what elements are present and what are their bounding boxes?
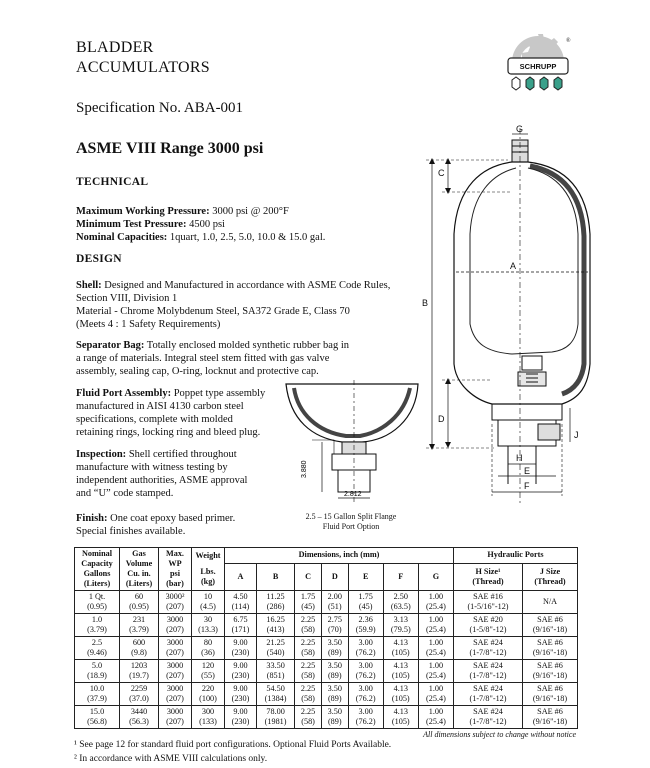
table-cell: 300 (133) [192, 706, 225, 729]
bag-text: Totally enclosed molded synthetic rubber bag in [144, 340, 349, 351]
dim-label-f: F [524, 481, 530, 491]
table-cell: 1.75 (45) [295, 591, 322, 614]
table-cell: 2.75 (70) [321, 614, 348, 637]
shell-block [76, 279, 416, 331]
table-cell: 3.00 (76.2) [348, 706, 383, 729]
finish-text: One coat epoxy based primer. [107, 513, 236, 524]
logo-brand-text: SCHRUPP [519, 62, 557, 71]
col-weight-unit: Lbs. (kg) [192, 563, 225, 590]
table-cell: 4.13 (105) [383, 637, 418, 660]
col-nominal: Nominal Capacity Gallons (Liters) [75, 548, 120, 591]
table-cell: 11.25 (286) [256, 591, 294, 614]
table-cell: SAE #6 (9/16"-18) [523, 637, 578, 660]
table-cell: 21.25 (540) [256, 637, 294, 660]
table-row [75, 660, 578, 683]
col-weight: Weight [192, 548, 225, 564]
table-cell: 4.13 (105) [383, 706, 418, 729]
table-row [75, 706, 578, 729]
insp-text: Shell certified throughout [126, 449, 237, 460]
table-cell: 1.0 (3.79) [75, 614, 120, 637]
table-cell: 3.50 (89) [321, 637, 348, 660]
finish-block [76, 512, 276, 538]
table-cell: 2.00 (51) [321, 591, 348, 614]
table-cell: 1 Qt. (0.95) [75, 591, 120, 614]
col-e: E [348, 563, 383, 590]
table-cell: 9.00 (230) [225, 660, 257, 683]
footnote-2-text: In accordance with ASME VIII calculations only. [76, 754, 268, 764]
table-cell: 2.25 (58) [295, 706, 322, 729]
min-test-line [76, 218, 406, 231]
footnote-2 [74, 754, 267, 764]
table-cell: 16.25 (413) [256, 614, 294, 637]
table-cell: 1.00 (25.4) [418, 614, 453, 637]
table-cell: 3.50 (89) [321, 660, 348, 683]
dim-label-h: H [516, 453, 523, 463]
table-cell: 3.50 (89) [321, 683, 348, 706]
table-cell: 2.25 (58) [295, 660, 322, 683]
col-j-size: J Size (Thread) [523, 563, 578, 590]
table-cell: 9.00 (230) [225, 683, 257, 706]
bag-label: Separator Bag: [76, 340, 145, 351]
table-cell: 78.00 (1981) [256, 706, 294, 729]
port-text: retaining rings, locking ring and bleed plug. [76, 427, 261, 438]
table-cell: 1.00 (25.4) [418, 591, 453, 614]
table-cell: 3.13 (79.5) [383, 614, 418, 637]
col-g: G [418, 563, 453, 590]
table-cell: 3.00 (76.2) [348, 683, 383, 706]
dim-label-d: D [438, 414, 445, 424]
table-cell: 600 (9.8) [120, 637, 159, 660]
shell-text: Section VIII, Division 1 [76, 293, 178, 304]
insp-text: manufacture with witness testing by [76, 462, 228, 473]
table-cell: 1.75 (45) [348, 591, 383, 614]
shell-text: Designed and Manufactured in accordance with ASME Code Rules, [101, 280, 391, 291]
table-cell: 2.5 (9.46) [75, 637, 120, 660]
footnote-1-text: See page 12 for standard fluid port configurations. Optional Fluid Ports Available. [76, 740, 392, 750]
table-cell: 15.0 (56.8) [75, 706, 120, 729]
max-pressure-value: 3000 psi @ 200°F [209, 206, 289, 217]
table-cell: 10.0 (37.9) [75, 683, 120, 706]
split-flange-drawing [282, 380, 424, 508]
col-h-size: H Size¹ (Thread) [454, 563, 523, 590]
caption-line-1: 2.5 – 15 Gallon Split Flange [305, 512, 397, 521]
table-cell: SAE #24 (1-7/8"-12) [454, 637, 523, 660]
shell-label: Shell: [76, 280, 102, 291]
footnote-1 [74, 740, 391, 750]
insp-text: independent authorities, ASME approval [76, 475, 248, 486]
table-cell: 1203 (19.7) [120, 660, 159, 683]
table-cell: SAE #24 (1-7/8"-12) [454, 706, 523, 729]
max-pressure-line [76, 205, 406, 218]
table-cell: 2.50 (63.5) [383, 591, 418, 614]
spec-number: Specification No. ABA-001 [76, 100, 244, 116]
capacities-value: 1quart, 1.0, 2.5, 5.0, 10.0 & 15.0 gal. [167, 232, 326, 243]
title-line-1: BLADDER [76, 39, 154, 56]
table-cell: 6.75 (171) [225, 614, 257, 637]
port-text: manufactured in AISI 4130 carbon steel [76, 401, 244, 412]
table-cell: SAE #6 (9/16"-18) [523, 660, 578, 683]
table-cell: SAE #20 (1-5/8"-12) [454, 614, 523, 637]
table-cell: 60 (0.95) [120, 591, 159, 614]
table-cell: 54.50 (1384) [256, 683, 294, 706]
doc-title [76, 38, 210, 78]
table-cell: SAE #6 (9/16"-18) [523, 683, 578, 706]
flange-dim-vertical: 3.880 [301, 460, 308, 478]
capacities-line [76, 231, 406, 244]
table-cell: 10 (4.5) [192, 591, 225, 614]
finish-label: Finish: [76, 513, 108, 524]
table-cell: 9.00 (230) [225, 637, 257, 660]
table-cell: 1.00 (25.4) [418, 660, 453, 683]
table-row [75, 637, 578, 660]
col-d: D [321, 563, 348, 590]
table-cell: 33.50 (851) [256, 660, 294, 683]
dim-label-g: G [516, 124, 524, 134]
bag-text: assembly, sealing cap, O-ring, locknut and protective cap. [76, 366, 319, 377]
technical-specs [76, 205, 406, 244]
insp-label: Inspection: [76, 449, 127, 460]
dim-label-e: E [524, 466, 531, 476]
table-cell: 1.00 (25.4) [418, 683, 453, 706]
col-f: F [383, 563, 418, 590]
table-row [75, 683, 578, 706]
title-line-2: ACCUMULATORS [76, 59, 210, 76]
port-text: Poppet type assembly [171, 388, 266, 399]
table-cell: 4.13 (105) [383, 660, 418, 683]
col-c: C [295, 563, 322, 590]
table-cell: 2259 (37.0) [120, 683, 159, 706]
min-test-label: Minimum Test Pressure: [76, 219, 187, 230]
table-cell: 3440 (56.3) [120, 706, 159, 729]
table-cell: 2.25 (58) [295, 637, 322, 660]
table-cell: 3.00 (76.2) [348, 660, 383, 683]
col-gas-volume: Gas Volume Cu. in. (Liters) [120, 548, 159, 591]
table-cell: 220 (100) [192, 683, 225, 706]
bag-text: a range of materials. Integral steel stem fitted with gas valve [76, 353, 330, 364]
table-cell: 3.50 (89) [321, 706, 348, 729]
port-text: specifications, complete with molded [76, 414, 233, 425]
caption-line-2: Fluid Port Option [322, 522, 380, 531]
table-cell: 3000 (207) [159, 637, 192, 660]
table-cell: 1.00 (25.4) [418, 706, 453, 729]
shell-text: Material - Chrome Molybdenum Steel, SA372 Grade E, Class 70 [76, 306, 350, 317]
port-label: Fluid Port Assembly: [76, 388, 172, 399]
separator-bag-block [76, 339, 376, 378]
table-cell: SAE #6 (9/16"-18) [523, 614, 578, 637]
table-cell: 231 (3.79) [120, 614, 159, 637]
table-cell: N/A [523, 591, 578, 614]
schrupp-logo [498, 30, 578, 102]
capacities-label: Nominal Capacities: [76, 232, 168, 243]
dim-label-b: B [422, 298, 429, 308]
fluid-port-block [76, 387, 296, 439]
dimensions-header: Dimensions, inch (mm) [225, 548, 454, 564]
footnote-1-mark: ¹ [74, 740, 77, 750]
max-pressure-label: Maximum Working Pressure: [76, 206, 210, 217]
col-max-wp: Max. WP psi (bar) [159, 548, 192, 591]
table-cell: 120 (55) [192, 660, 225, 683]
col-b: B [256, 563, 294, 590]
table-cell: 2.36 (59.9) [348, 614, 383, 637]
dim-label-j: J [574, 430, 579, 440]
table-cell: SAE #6 (9/16"-18) [523, 706, 578, 729]
table-cell: SAE #16 (1-5/16"-12) [454, 591, 523, 614]
inspection-block [76, 448, 276, 500]
table-cell: 2.25 (58) [295, 683, 322, 706]
table-cell: 2.25 (58) [295, 614, 322, 637]
table-cell: 3000 (207) [159, 683, 192, 706]
table-cell: 80 (36) [192, 637, 225, 660]
range-title: ASME VIII Range 3000 psi [76, 140, 264, 157]
table-cell: 3000 (207) [159, 660, 192, 683]
col-a: A [225, 563, 257, 590]
table-row [75, 591, 578, 614]
table-cell: SAE #24 (1-7/8"-12) [454, 683, 523, 706]
table-cell: 1.00 (25.4) [418, 637, 453, 660]
table-cell: SAE #24 (1-7/8"-12) [454, 660, 523, 683]
dim-label-c: C [438, 168, 445, 178]
flange-dim-horizontal: 2.812 [344, 491, 362, 498]
table-cell: 4.50 (114) [225, 591, 257, 614]
shell-text: (Meets 4 : 1 Safety Requirements) [76, 319, 221, 330]
spec-table [74, 547, 578, 729]
design-heading: DESIGN [76, 253, 122, 265]
table-cell: 3000 (207) [159, 706, 192, 729]
registered-mark: ® [566, 38, 571, 44]
table-cell: 3000 (207) [159, 614, 192, 637]
table-cell: 4.13 (105) [383, 683, 418, 706]
table-cell: 3000² (207) [159, 591, 192, 614]
accumulator-drawing [412, 124, 602, 509]
technical-heading: TECHNICAL [76, 176, 149, 188]
finish-text: Special finishes available. [76, 526, 186, 537]
table-cell: 9.00 (230) [225, 706, 257, 729]
footnote-2-mark: ² [74, 754, 77, 764]
table-cell: 3.00 (76.2) [348, 637, 383, 660]
insp-text: and “U” code stamped. [76, 488, 174, 499]
table-cell: 30 (13.3) [192, 614, 225, 637]
hydraulic-header: Hydraulic Ports [454, 548, 578, 564]
dimensions-note: All dimensions subject to change without notice [423, 730, 576, 739]
table-cell: 5.0 (18.9) [75, 660, 120, 683]
table-row [75, 614, 578, 637]
dim-label-a: A [510, 261, 517, 271]
flange-caption [286, 512, 416, 532]
min-test-value: 4500 psi [186, 219, 225, 230]
